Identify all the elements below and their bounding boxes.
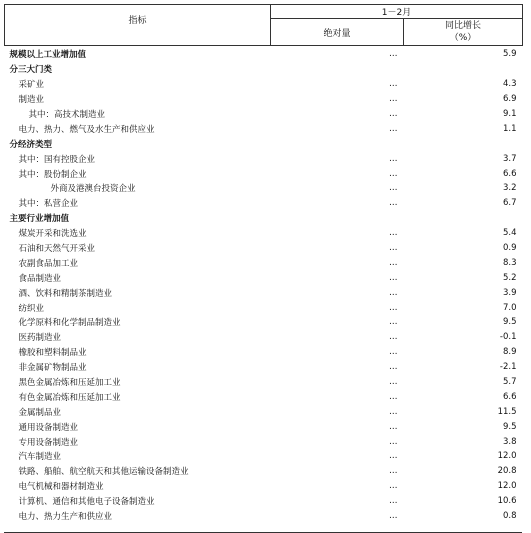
row-absolute-value: … <box>389 511 398 522</box>
table-row <box>5 226 523 241</box>
row-indicator-name: 专用设备制造业 <box>18 437 79 448</box>
row-growth-value: 5.2 <box>502 272 517 283</box>
row-absolute-value: … <box>389 332 398 343</box>
table-row <box>5 494 523 509</box>
growth-header-unit: （%） <box>449 33 477 43</box>
table-row <box>5 315 523 330</box>
row-growth-value: 0.8 <box>502 511 517 522</box>
row-absolute-value: … <box>389 183 398 194</box>
row-indicator-name: 计算机、通信和其他电子设备制造业 <box>18 497 155 508</box>
row-growth-value: 11.5 <box>497 406 517 417</box>
table-row <box>5 375 523 390</box>
row-absolute-value: … <box>389 79 398 90</box>
period-header: 1－2月 <box>271 5 523 19</box>
row-absolute-value <box>271 62 404 77</box>
row-indicator-name: 化学原料和化学制品制造业 <box>18 318 121 329</box>
row-growth-value: -0.1 <box>499 332 517 343</box>
row-indicator-name: 其中：高技术制造业 <box>28 110 106 120</box>
table-row <box>5 389 523 404</box>
row-growth-value: 5.9 <box>502 49 517 60</box>
row-indicator-name: 规模以上工业增加值 <box>9 50 87 61</box>
row-growth-value: 8.9 <box>502 347 517 358</box>
row-growth-value: 3.8 <box>502 436 517 447</box>
row-growth-value: 3.2 <box>502 183 517 194</box>
growth-header <box>404 19 523 46</box>
row-absolute-value <box>271 211 404 226</box>
table-row <box>5 509 523 524</box>
table-row <box>5 77 523 92</box>
row-absolute-value: … <box>389 436 398 447</box>
row-indicator-name: 橡胶和塑料制品业 <box>18 348 87 359</box>
table-row <box>5 434 523 449</box>
row-absolute-value: … <box>389 481 398 492</box>
row-indicator-name: 外商及港澳台投资企业 <box>50 184 136 195</box>
table-row <box>5 46 523 62</box>
table-row <box>5 241 523 256</box>
table-row <box>5 345 523 360</box>
row-absolute-value: … <box>389 406 398 417</box>
table-row <box>5 62 523 77</box>
row-indicator-name: 黑色金属冶炼和压延加工业 <box>18 378 121 389</box>
row-indicator-name: 金属制品业 <box>18 407 62 418</box>
row-growth-value <box>404 136 523 151</box>
table-header <box>5 5 523 46</box>
row-indicator-name: 铁路、船舶、航空航天和其他运输设备制造业 <box>18 467 189 478</box>
row-absolute-value: … <box>389 287 398 298</box>
row-growth-value: 1.1 <box>502 123 517 134</box>
row-absolute-value: … <box>389 496 398 507</box>
row-growth-value: 6.7 <box>502 198 517 209</box>
row-indicator-name: 农副食品加工业 <box>18 258 79 269</box>
row-growth-value: 9.5 <box>502 421 517 432</box>
row-indicator-name: 主要行业增加值 <box>9 214 70 225</box>
row-absolute-value: … <box>389 228 398 239</box>
row-absolute-value: … <box>389 317 398 328</box>
table-row <box>5 196 523 211</box>
table-row <box>5 107 523 122</box>
table-row <box>5 285 523 300</box>
growth-header-line1: 同比增长 <box>445 21 482 31</box>
table-row <box>5 255 523 270</box>
row-absolute-value: … <box>389 198 398 209</box>
row-absolute-value: … <box>389 466 398 477</box>
row-growth-value: 9.5 <box>502 317 517 328</box>
row-growth-value: 6.6 <box>502 391 517 402</box>
table-row <box>5 136 523 151</box>
row-absolute-value: … <box>389 243 398 254</box>
table-row <box>5 166 523 181</box>
row-indicator-name: 煤炭开采和洗选业 <box>18 229 87 240</box>
table-row <box>5 464 523 479</box>
row-indicator-name: 电力、热力、燃气及水生产和供应业 <box>18 124 155 135</box>
row-absolute-value: … <box>389 421 398 432</box>
row-indicator-name: 石油和天然气开采业 <box>18 244 96 255</box>
table-row <box>5 449 523 464</box>
row-indicator-name: 制造业 <box>18 95 45 106</box>
row-absolute-value: … <box>389 123 398 134</box>
table-body <box>5 46 523 524</box>
row-absolute-value <box>271 136 404 151</box>
row-growth-value: 7.0 <box>502 302 517 313</box>
row-growth-value: 5.4 <box>502 228 517 239</box>
table-row <box>5 330 523 345</box>
row-absolute-value: … <box>389 272 398 283</box>
row-growth-value: 6.6 <box>502 168 517 179</box>
row-absolute-value: … <box>389 391 398 402</box>
row-indicator-name: 汽车制造业 <box>18 452 62 463</box>
row-absolute-value: … <box>389 168 398 179</box>
table-row <box>5 181 523 196</box>
row-growth-value: 20.8 <box>497 466 517 477</box>
industrial-output-table <box>4 4 523 524</box>
table-row <box>5 151 523 166</box>
row-indicator-name: 非金属矿物制品业 <box>18 363 87 374</box>
row-growth-value: -2.1 <box>499 362 517 373</box>
indicator-header: 指标 <box>5 5 271 46</box>
row-indicator-name: 采矿业 <box>18 80 45 91</box>
row-absolute-value: … <box>389 257 398 268</box>
row-indicator-name: 电气机械和器材制造业 <box>18 482 104 493</box>
row-growth-value: 5.7 <box>502 377 517 388</box>
row-absolute-value: … <box>389 94 398 105</box>
table-row <box>5 121 523 136</box>
row-absolute-value: … <box>389 153 398 164</box>
row-growth-value: 10.6 <box>497 496 517 507</box>
row-absolute-value: … <box>389 109 398 119</box>
table-row <box>5 300 523 315</box>
row-growth-value: 9.1 <box>502 109 517 119</box>
row-growth-value: 0.9 <box>502 243 517 254</box>
table-row <box>5 404 523 419</box>
row-indicator-name: 分经济类型 <box>9 139 53 150</box>
row-indicator-name: 食品制造业 <box>18 273 62 284</box>
row-absolute-value: … <box>389 347 398 358</box>
row-indicator-name: 纺织业 <box>18 303 45 314</box>
row-growth-value <box>404 211 523 226</box>
row-growth-value <box>404 62 523 77</box>
row-indicator-name: 酒、饮料和精制茶制造业 <box>18 288 113 299</box>
row-absolute-value: … <box>389 49 398 60</box>
row-indicator-name: 其中：国有控股企业 <box>18 154 96 165</box>
row-indicator-name: 有色金属冶炼和压延加工业 <box>18 392 121 403</box>
row-growth-value: 6.9 <box>502 94 517 105</box>
table-row <box>5 270 523 285</box>
row-absolute-value: … <box>389 362 398 373</box>
row-indicator-name: 其中：股份制企业 <box>18 169 87 180</box>
row-indicator-name: 分三大门类 <box>9 65 53 76</box>
row-indicator-name: 其中：私营企业 <box>18 199 79 210</box>
table-row <box>5 92 523 107</box>
table-row <box>5 419 523 434</box>
row-indicator-name: 通用设备制造业 <box>18 422 79 433</box>
row-growth-value: 4.3 <box>502 79 517 90</box>
row-growth-value: 12.0 <box>497 451 517 462</box>
row-growth-value: 12.0 <box>497 481 517 492</box>
absolute-header: 绝对量 <box>271 19 404 46</box>
row-growth-value: 8.3 <box>502 257 517 268</box>
row-indicator-name: 电力、热力生产和供应业 <box>18 512 113 523</box>
table-row <box>5 211 523 226</box>
table-row <box>5 360 523 375</box>
row-absolute-value: … <box>389 451 398 462</box>
row-absolute-value: … <box>389 302 398 313</box>
row-growth-value: 3.9 <box>502 287 517 298</box>
table-row <box>5 479 523 494</box>
row-growth-value: 3.7 <box>502 153 517 164</box>
row-absolute-value: … <box>389 377 398 388</box>
row-indicator-name: 医药制造业 <box>18 333 62 344</box>
